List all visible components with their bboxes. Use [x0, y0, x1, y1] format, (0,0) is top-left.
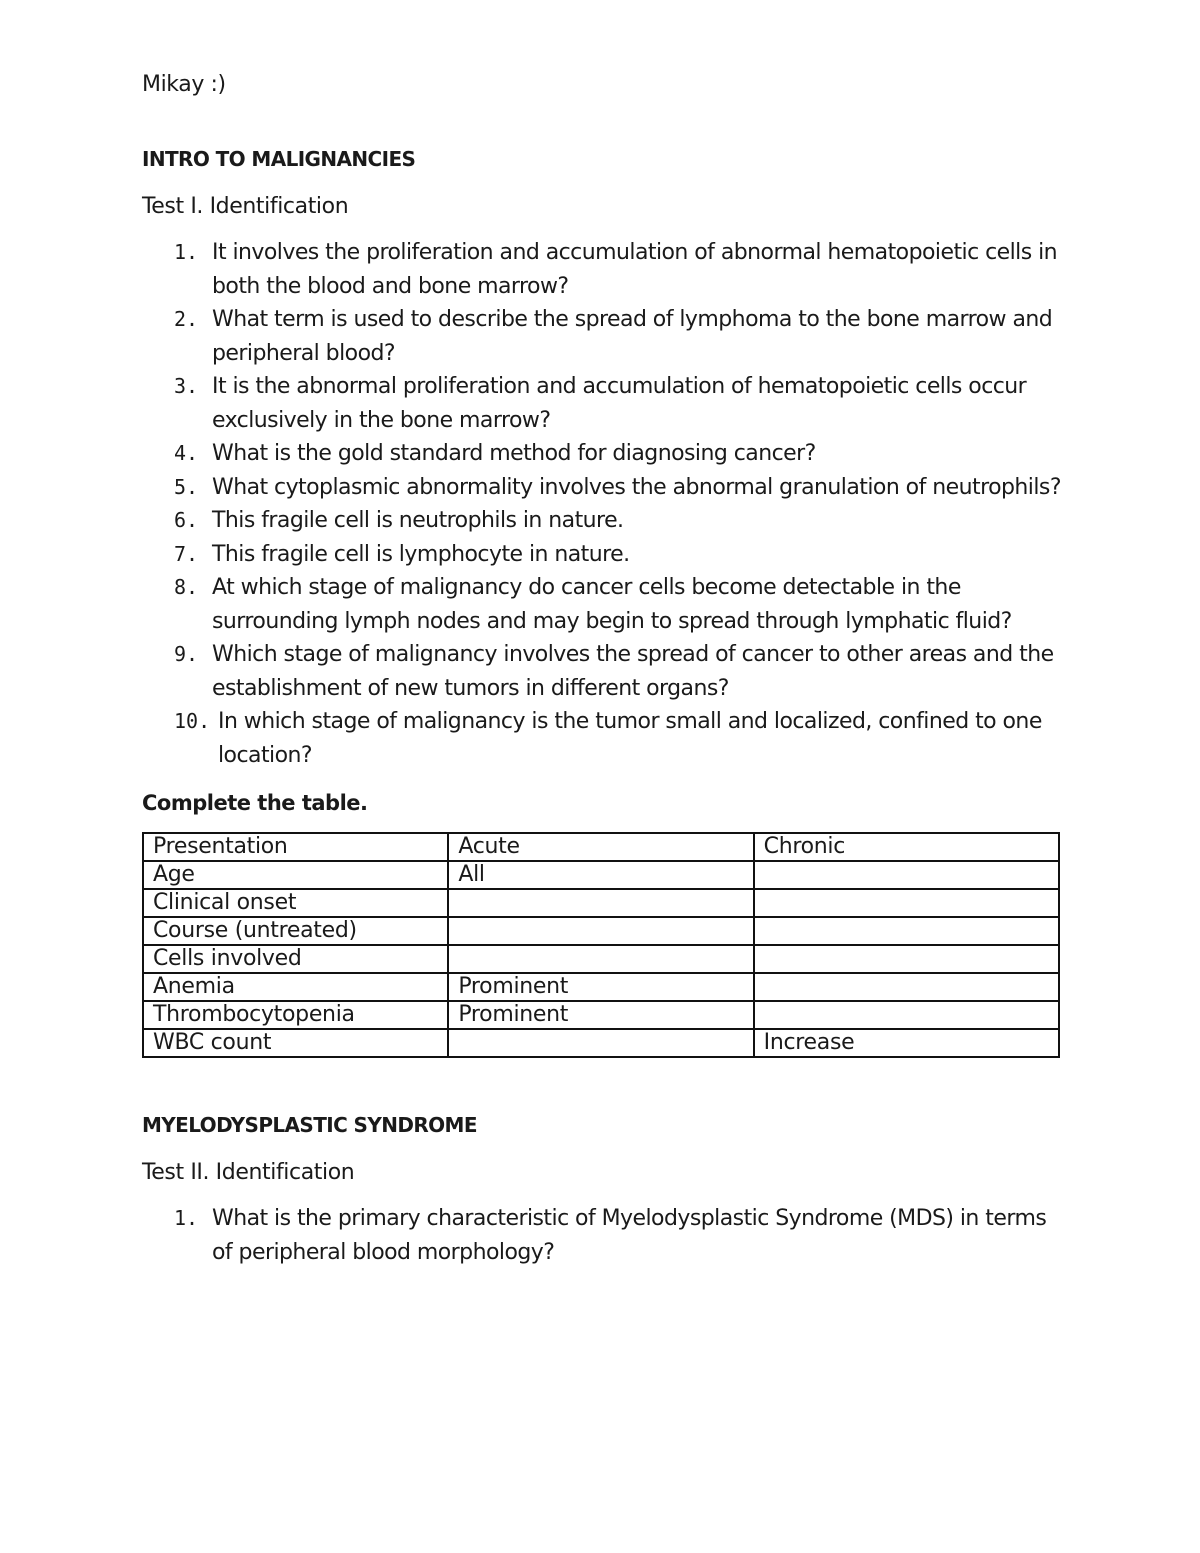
table-cell: Thrombocytopenia — [143, 1001, 448, 1029]
question-number: 1. — [174, 240, 199, 264]
table-row — [143, 945, 1059, 973]
question-number: 8. — [174, 575, 199, 599]
question-item — [142, 236, 1062, 303]
question-item — [142, 370, 1062, 437]
question-text: What cytoplasmic abnormality involves the abnormal granulation of neutrophils? — [212, 474, 1061, 500]
table-cell — [754, 945, 1059, 973]
question-item — [142, 538, 1062, 572]
table-header-cell: Presentation — [143, 833, 448, 861]
table-row — [143, 861, 1059, 889]
question-text: Which stage of malignancy involves the spread of cancer to other areas and the establishment of new tumors in different organs? — [212, 642, 1054, 701]
question-item — [142, 1202, 1062, 1269]
question-number: 3. — [174, 374, 199, 398]
question-item — [142, 471, 1062, 505]
table-cell: Clinical onset — [143, 889, 448, 917]
question-item — [142, 705, 1062, 772]
table-cell — [448, 1029, 753, 1057]
table-row — [143, 1001, 1059, 1029]
question-text: In which stage of malignancy is the tumor small and localized, confined to one location? — [218, 709, 1042, 768]
document-page — [142, 70, 1062, 1285]
table-cell: Age — [143, 861, 448, 889]
section-title-myelodysplastic-syndrome: MYELODYSPLASTIC SYNDROME — [142, 1113, 477, 1137]
question-text: This fragile cell is lymphocyte in nature. — [212, 541, 630, 567]
question-item — [142, 437, 1062, 471]
question-text: It is the abnormal proliferation and accumulation of hematopoietic cells occur exclusively in the bone marrow? — [212, 374, 1027, 433]
question-list-test-2 — [142, 1202, 1062, 1269]
table-cell: Cells involved — [143, 945, 448, 973]
table-cell — [448, 945, 753, 973]
table-cell: Anemia — [143, 973, 448, 1001]
acute-chronic-table — [142, 832, 1060, 1058]
question-text: What term is used to describe the spread of lymphoma to the bone marrow and peripheral blood? — [212, 307, 1053, 366]
table-cell — [754, 861, 1059, 889]
table-header-cell: Chronic — [754, 833, 1059, 861]
test-title-identification-2: Test II. Identification — [142, 1160, 355, 1185]
table-cell: Prominent — [448, 1001, 753, 1029]
question-text: What is the primary characteristic of Myelodysplastic Syndrome (MDS) in terms of peripheral blood morphology? — [212, 1206, 1047, 1265]
table-cell — [448, 917, 753, 945]
question-number: 1. — [174, 1206, 199, 1230]
table-cell: WBC count — [143, 1029, 448, 1057]
table-header-cell: Acute — [448, 833, 753, 861]
complete-table-instruction: Complete the table. — [142, 791, 368, 815]
table-cell: Prominent — [448, 973, 753, 1001]
table-row — [143, 889, 1059, 917]
question-number: 7. — [174, 541, 199, 566]
question-item — [142, 571, 1062, 638]
table-cell: All — [448, 861, 753, 889]
table-row — [143, 833, 1059, 861]
question-item — [142, 638, 1062, 705]
question-text: At which stage of malignancy do cancer cells become detectable in the surrounding lymph nodes and may begin to spread through lymphatic fluid? — [212, 575, 1012, 634]
table-cell — [754, 917, 1059, 945]
table-cell — [754, 1001, 1059, 1029]
test-title-identification-1: Test I. Identification — [142, 194, 349, 219]
question-item — [142, 303, 1062, 370]
table-row — [143, 1029, 1059, 1057]
section-myelodysplastic — [142, 1110, 1062, 1269]
question-item — [142, 504, 1062, 538]
section-title-intro-malignancies: INTRO TO MALIGNANCIES — [142, 147, 416, 171]
question-list-test-1 — [142, 236, 1062, 772]
question-text: It involves the proliferation and accumulation of abnormal hematopoietic cells in both the blood and bone marrow? — [212, 240, 1058, 299]
table-cell — [754, 973, 1059, 1001]
question-number: 5. — [174, 474, 199, 499]
question-text: This fragile cell is neutrophils in nature. — [212, 508, 624, 533]
author-name: Mikay :) — [142, 72, 226, 97]
question-text: What is the gold standard method for diagnosing cancer? — [212, 441, 816, 466]
question-number: 6. — [174, 508, 199, 532]
table-row — [143, 973, 1059, 1001]
table-cell: Course (untreated) — [143, 917, 448, 945]
question-number: 4. — [174, 441, 199, 465]
table-cell: Increase — [754, 1029, 1059, 1057]
question-number: 9. — [174, 642, 199, 666]
question-number: 2. — [174, 307, 199, 331]
table-cell — [448, 889, 753, 917]
table-cell — [754, 889, 1059, 917]
table-row — [143, 917, 1059, 945]
question-number: 10. — [174, 709, 211, 733]
